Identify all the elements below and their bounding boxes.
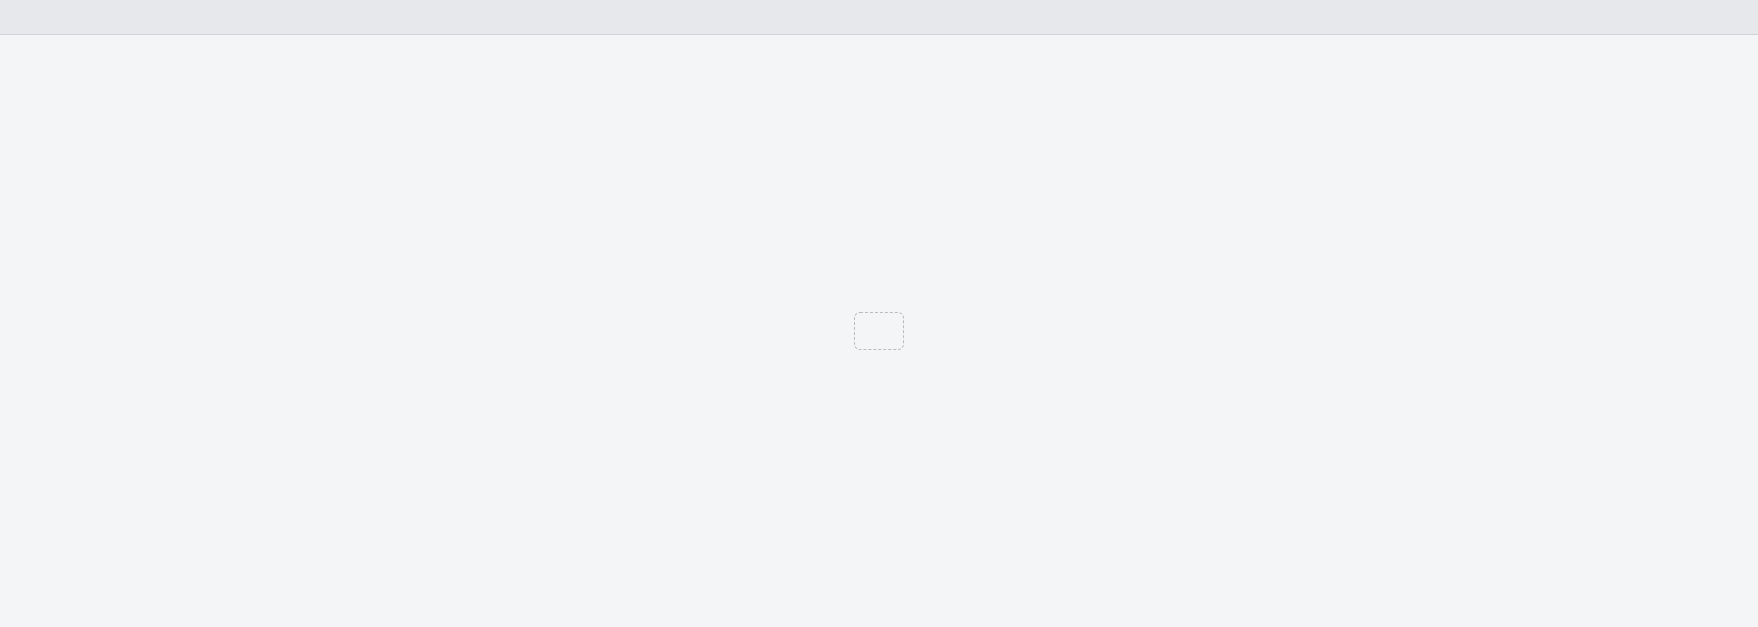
main-content bbox=[0, 35, 1758, 627]
content-message bbox=[854, 312, 904, 350]
title-bar bbox=[0, 0, 1758, 35]
